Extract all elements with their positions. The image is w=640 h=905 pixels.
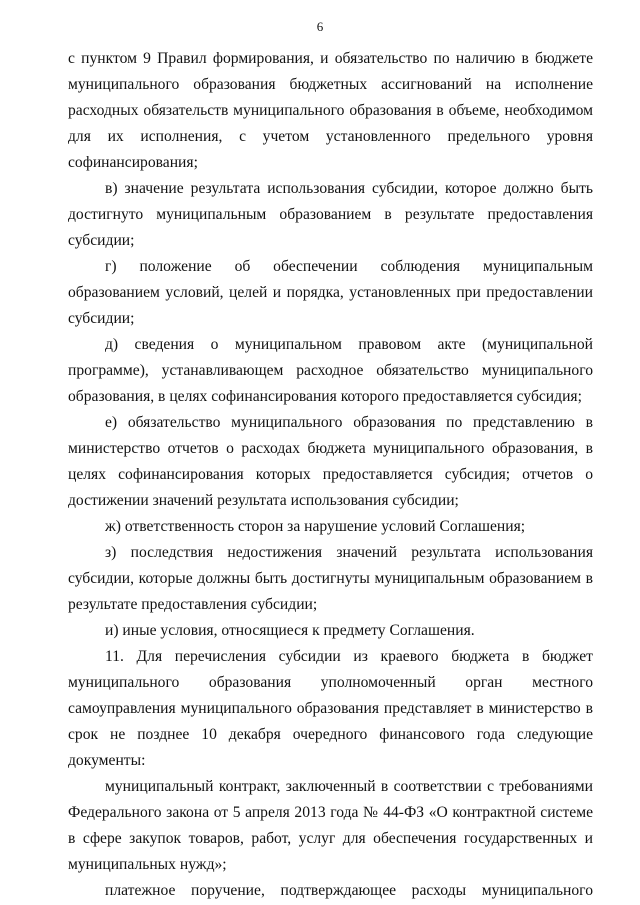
document-body <box>68 46 593 904</box>
paragraph-item-v: в) значение результата использования субсидии, которое должно быть достигнуто муниципальным образованием в результате предоставления субсидии; <box>68 180 593 249</box>
paragraph-document-payment-order: платежное поручение, подтверждающее расходы муниципального <box>105 882 593 899</box>
page-number: 6 <box>316 19 324 34</box>
paragraph-item-zh: ж) ответственность сторон за нарушение условий Соглашения; <box>105 518 526 535</box>
paragraph-document-contract: муниципальный контракт, заключенный в соответствии с требованиями Федерального закона от 5 апреля 2013 года № 44-ФЗ «О контрактной системе в сфере закупок товаров, работ, услуг для обеспечения государственных и муниципальных нужд»; <box>68 778 593 873</box>
paragraph-item-i: и) иные условия, относящиеся к предмету Соглашения. <box>105 622 475 639</box>
paragraph-item-e: е) обязательство муниципального образования по представлению в министерство отчетов о расходах бюджета муниципального образования, в целях софинансирования которых предоставляется субсидия; отчетов о достижении значений результата использования субсидии; <box>68 414 593 509</box>
paragraph-item-d: д) сведения о муниципальном правовом акте (муниципальной программе), устанавливающем расходное обязательство муниципального образования, в целях софинансирования которого предоставляется субсидия; <box>68 336 593 405</box>
paragraph-clause-11: 11. Для перечисления субсидии из краевого бюджета в бюджет муниципального образования уполномоченный орган местного самоуправления муниципального образования представляет в министерство в срок не позднее 10 декабря очередного финансового года следующие документы: <box>68 648 593 769</box>
paragraph-continuation: с пунктом 9 Правил формирования, и обязательство по наличию в бюджете муниципального образования бюджетных ассигнований на исполнение расходных обязательств муниципального образования в объеме, необходимом для их исполнения, с учетом установленного предельного уровня софинансирования; <box>68 50 593 171</box>
paragraph-item-z: з) последствия недостижения значений результата использования субсидии, которые должны быть достигнуты муниципальным образованием в результате предоставления субсидии; <box>68 544 593 613</box>
paragraph-item-g: г) положение об обеспечении соблюдения муниципальным образованием условий, целей и порядка, установленных при предоставлении субсидии; <box>68 258 593 327</box>
